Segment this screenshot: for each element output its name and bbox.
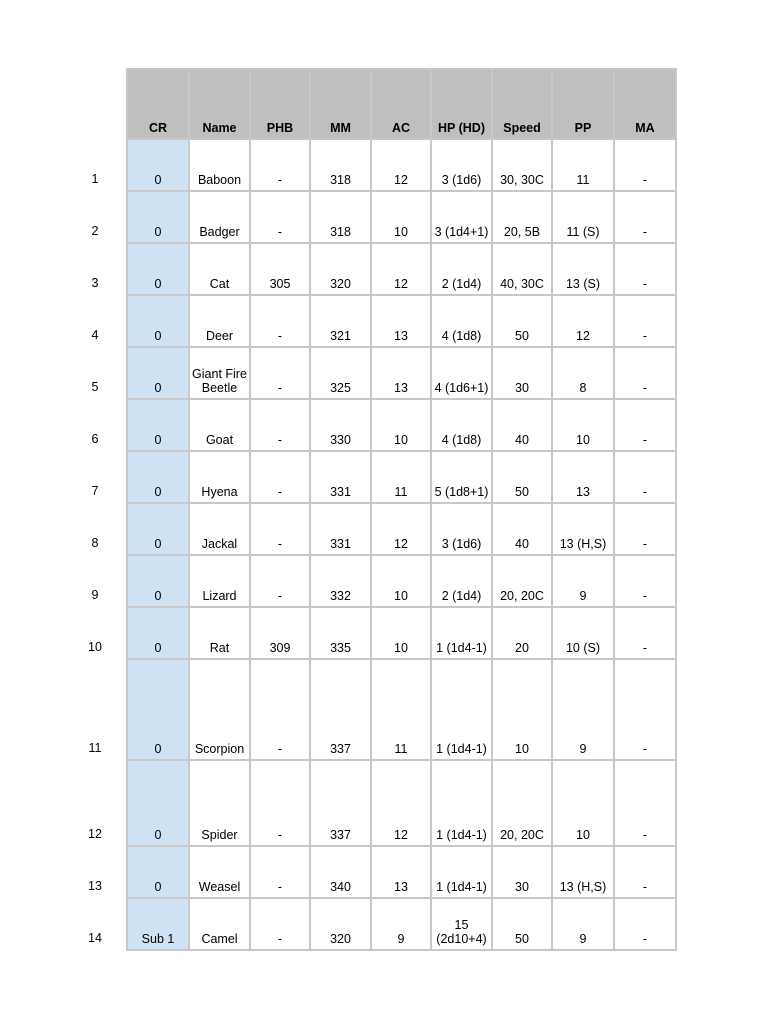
cell-phb[interactable]: - — [250, 399, 310, 451]
cell-phb[interactable]: - — [250, 898, 310, 950]
cell-ac[interactable]: 9 — [371, 898, 431, 950]
cell-speed[interactable]: 20, 5B — [492, 191, 552, 243]
cell-mm[interactable]: 325 — [310, 347, 371, 399]
cell-name[interactable]: Deer — [189, 295, 250, 347]
cell-cr[interactable]: 0 — [127, 191, 189, 243]
row-number: 4 — [91, 328, 99, 342]
cell-speed[interactable]: 20, 20C — [492, 760, 552, 846]
cell-pp[interactable]: 9 — [552, 898, 614, 950]
cell-ac[interactable]: 11 — [371, 659, 431, 760]
table-body — [127, 139, 676, 950]
table-row — [127, 243, 676, 295]
cell-phb[interactable]: - — [250, 555, 310, 607]
cell-ma[interactable]: - — [614, 243, 676, 295]
cell-mm[interactable]: 330 — [310, 399, 371, 451]
cell-speed[interactable]: 30 — [492, 846, 552, 898]
cell-speed[interactable]: 40, 30C — [492, 243, 552, 295]
cell-ma[interactable]: - — [614, 399, 676, 451]
cell-ma[interactable]: - — [614, 503, 676, 555]
cell-ac[interactable]: 10 — [371, 607, 431, 659]
cell-pp[interactable]: 9 — [552, 555, 614, 607]
cell-hp[interactable]: 4 (1d8) — [431, 295, 492, 347]
cell-speed[interactable]: 20 — [492, 607, 552, 659]
cell-hp[interactable]: 4 (1d8) — [431, 399, 492, 451]
cell-cr[interactable]: 0 — [127, 295, 189, 347]
cell-pp[interactable]: 8 — [552, 347, 614, 399]
cell-cr[interactable]: 0 — [127, 243, 189, 295]
table-row — [127, 846, 676, 898]
cell-phb[interactable]: - — [250, 347, 310, 399]
cell-pp[interactable]: 13 (S) — [552, 243, 614, 295]
row-number: 11 — [88, 741, 102, 755]
cell-cr[interactable]: 0 — [127, 451, 189, 503]
cell-ac[interactable]: 12 — [371, 503, 431, 555]
cell-ma[interactable]: - — [614, 846, 676, 898]
cell-name[interactable]: Badger — [189, 191, 250, 243]
cell-mm[interactable]: 320 — [310, 243, 371, 295]
cell-ma[interactable]: - — [614, 555, 676, 607]
table-row — [127, 451, 676, 503]
table-row — [127, 607, 676, 659]
header-speed[interactable]: Speed — [492, 69, 552, 139]
cell-pp[interactable]: 10 — [552, 760, 614, 846]
cell-pp[interactable]: 11 — [552, 139, 614, 191]
cell-hp[interactable]: 3 (1d6) — [431, 139, 492, 191]
header-phb[interactable]: PHB — [250, 69, 310, 139]
cell-ac[interactable]: 10 — [371, 399, 431, 451]
cell-phb[interactable]: - — [250, 760, 310, 846]
cell-cr[interactable]: 0 — [127, 503, 189, 555]
cell-phb[interactable]: - — [250, 295, 310, 347]
cell-speed[interactable]: 40 — [492, 503, 552, 555]
row-number: 12 — [88, 827, 102, 841]
creature-table — [126, 68, 677, 951]
cell-name[interactable]: Hyena — [189, 451, 250, 503]
table-row — [127, 399, 676, 451]
cell-ac[interactable]: 10 — [371, 555, 431, 607]
cell-cr[interactable]: 0 — [127, 659, 189, 760]
header-mm[interactable]: MM — [310, 69, 371, 139]
table-row — [127, 659, 676, 760]
cell-phb[interactable]: - — [250, 659, 310, 760]
cell-name[interactable]: Lizard — [189, 555, 250, 607]
cell-cr[interactable]: 0 — [127, 139, 189, 191]
header-cr[interactable]: CR — [127, 69, 189, 139]
cell-name[interactable]: Giant Fire Beetle — [189, 347, 250, 399]
cell-hp[interactable]: 2 (1d4) — [431, 243, 492, 295]
cell-cr[interactable]: 0 — [127, 555, 189, 607]
cell-speed[interactable]: 50 — [492, 451, 552, 503]
cell-ma[interactable]: - — [614, 760, 676, 846]
cell-pp[interactable]: 10 (S) — [552, 607, 614, 659]
cell-hp[interactable]: 3 (1d4+1) — [431, 191, 492, 243]
cell-pp[interactable]: 11 (S) — [552, 191, 614, 243]
cell-mm[interactable]: 337 — [310, 659, 371, 760]
cell-phb[interactable]: - — [250, 451, 310, 503]
cell-mm[interactable]: 340 — [310, 846, 371, 898]
cell-pp[interactable]: 10 — [552, 399, 614, 451]
row-number: 13 — [88, 879, 102, 893]
cell-phb[interactable]: 309 — [250, 607, 310, 659]
row-number: 5 — [91, 380, 99, 394]
cell-mm[interactable]: 321 — [310, 295, 371, 347]
cell-cr[interactable]: 0 — [127, 399, 189, 451]
cell-mm[interactable]: 335 — [310, 607, 371, 659]
cell-mm[interactable]: 318 — [310, 191, 371, 243]
cell-cr[interactable]: 0 — [127, 607, 189, 659]
cell-ac[interactable]: 12 — [371, 760, 431, 846]
cell-pp[interactable]: 9 — [552, 659, 614, 760]
cell-phb[interactable]: 305 — [250, 243, 310, 295]
row-number: 10 — [88, 640, 102, 654]
cell-cr[interactable]: 0 — [127, 347, 189, 399]
cell-mm[interactable]: 320 — [310, 898, 371, 950]
cell-speed[interactable]: 40 — [492, 399, 552, 451]
cell-pp[interactable]: 13 (H,S) — [552, 846, 614, 898]
cell-cr[interactable]: 0 — [127, 846, 189, 898]
cell-hp[interactable]: 5 (1d8+1) — [431, 451, 492, 503]
table-row — [127, 139, 676, 191]
cell-speed[interactable]: 20, 20C — [492, 555, 552, 607]
row-number: 8 — [91, 536, 99, 550]
cell-name[interactable]: Weasel — [189, 846, 250, 898]
cell-cr[interactable]: Sub 1 — [127, 898, 189, 950]
row-number: 7 — [91, 484, 99, 498]
cell-pp[interactable]: 13 (H,S) — [552, 503, 614, 555]
table-row — [127, 555, 676, 607]
cell-ma[interactable]: - — [614, 451, 676, 503]
cell-name[interactable]: Scorpion — [189, 659, 250, 760]
cell-speed[interactable]: 50 — [492, 295, 552, 347]
table-row — [127, 191, 676, 243]
cell-ac[interactable]: 13 — [371, 347, 431, 399]
table-row — [127, 295, 676, 347]
cell-mm[interactable]: 331 — [310, 503, 371, 555]
cell-pp[interactable]: 13 — [552, 451, 614, 503]
cell-mm[interactable]: 332 — [310, 555, 371, 607]
cell-name[interactable]: Jackal — [189, 503, 250, 555]
cell-name[interactable]: Cat — [189, 243, 250, 295]
table-row — [127, 503, 676, 555]
cell-hp[interactable]: 3 (1d6) — [431, 503, 492, 555]
cell-ma[interactable]: - — [614, 139, 676, 191]
row-number: 14 — [88, 931, 102, 945]
cell-mm[interactable]: 337 — [310, 760, 371, 846]
table-row — [127, 760, 676, 846]
cell-pp[interactable]: 12 — [552, 295, 614, 347]
cell-phb[interactable]: - — [250, 139, 310, 191]
row-number: 3 — [91, 276, 99, 290]
row-number: 6 — [91, 432, 99, 446]
cell-hp[interactable]: 1 (1d4-1) — [431, 607, 492, 659]
row-number: 9 — [91, 588, 99, 602]
header-row — [127, 69, 676, 139]
cell-name[interactable]: Goat — [189, 399, 250, 451]
cell-hp[interactable]: 2 (1d4) — [431, 555, 492, 607]
cell-cr[interactable]: 0 — [127, 760, 189, 846]
cell-mm[interactable]: 331 — [310, 451, 371, 503]
cell-speed[interactable]: 10 — [492, 659, 552, 760]
cell-ma[interactable]: - — [614, 607, 676, 659]
row-number: 1 — [91, 172, 99, 186]
cell-phb[interactable]: - — [250, 191, 310, 243]
header-pp[interactable]: PP — [552, 69, 614, 139]
cell-phb[interactable]: - — [250, 846, 310, 898]
cell-speed[interactable]: 30 — [492, 347, 552, 399]
cell-ma[interactable]: - — [614, 898, 676, 950]
cell-hp[interactable]: 1 (1d4-1) — [431, 760, 492, 846]
cell-hp[interactable]: 4 (1d6+1) — [431, 347, 492, 399]
header-ma[interactable]: MA — [614, 69, 676, 139]
cell-ma[interactable]: - — [614, 347, 676, 399]
cell-ac[interactable]: 12 — [371, 243, 431, 295]
cell-speed[interactable]: 50 — [492, 898, 552, 950]
cell-ac[interactable]: 13 — [371, 295, 431, 347]
cell-speed[interactable]: 30, 30C — [492, 139, 552, 191]
cell-ma[interactable]: - — [614, 295, 676, 347]
cell-hp[interactable]: 15 (2d10+4) — [431, 898, 492, 950]
header-ac[interactable]: AC — [371, 69, 431, 139]
header-name[interactable]: Name — [189, 69, 250, 139]
cell-ac[interactable]: 12 — [371, 139, 431, 191]
cell-name[interactable]: Rat — [189, 607, 250, 659]
cell-name[interactable]: Camel — [189, 898, 250, 950]
cell-name[interactable]: Spider — [189, 760, 250, 846]
cell-ac[interactable]: 13 — [371, 846, 431, 898]
cell-ac[interactable]: 11 — [371, 451, 431, 503]
cell-hp[interactable]: 1 (1d4-1) — [431, 659, 492, 760]
table-row — [127, 347, 676, 399]
header-hp[interactable]: HP (HD) — [431, 69, 492, 139]
cell-phb[interactable]: - — [250, 503, 310, 555]
cell-ac[interactable]: 10 — [371, 191, 431, 243]
cell-name[interactable]: Baboon — [189, 139, 250, 191]
cell-mm[interactable]: 318 — [310, 139, 371, 191]
cell-ma[interactable]: - — [614, 659, 676, 760]
table-row — [127, 898, 676, 950]
cell-hp[interactable]: 1 (1d4-1) — [431, 846, 492, 898]
cell-ma[interactable]: - — [614, 191, 676, 243]
row-number: 2 — [91, 224, 99, 238]
